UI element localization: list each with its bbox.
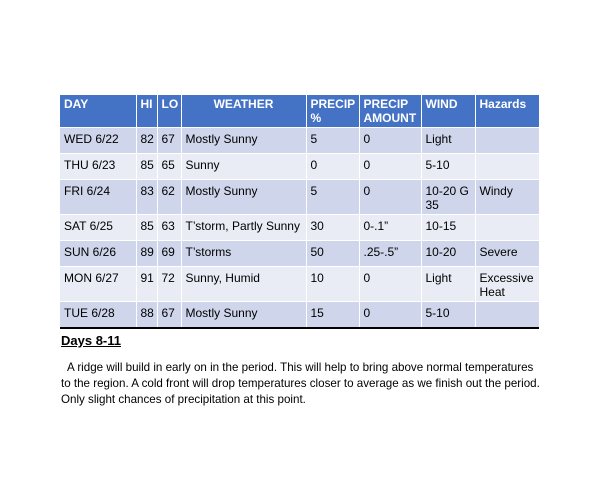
cell-hi: 85	[136, 215, 157, 241]
table-header-row	[60, 95, 539, 128]
cell-day: THU 6/23	[60, 154, 136, 180]
cell-weather: T’storm, Partly Sunny	[181, 215, 306, 241]
cell-hazards	[475, 215, 539, 241]
cell-lo: 65	[157, 154, 181, 180]
cell-hazards	[475, 302, 539, 328]
header-wind: WIND	[421, 95, 475, 128]
cell-wind: Light	[421, 128, 475, 154]
cell-wind: 5-10	[421, 302, 475, 328]
header-hi: HI	[136, 95, 157, 128]
cell-precip-pct: 15	[306, 302, 359, 328]
cell-lo: 63	[157, 215, 181, 241]
table-row	[60, 267, 539, 302]
header-day: DAY	[60, 95, 136, 128]
table-row	[60, 215, 539, 241]
cell-day: TUE 6/28	[60, 302, 136, 328]
cell-hi: 82	[136, 128, 157, 154]
cell-precip-amount: 0	[359, 128, 421, 154]
cell-lo: 72	[157, 267, 181, 302]
cell-hazards: Windy	[475, 180, 539, 215]
cell-precip-pct: 30	[306, 215, 359, 241]
cell-lo: 67	[157, 128, 181, 154]
cell-lo: 67	[157, 302, 181, 328]
cell-day: SAT 6/25	[60, 215, 136, 241]
cell-precip-pct: 10	[306, 267, 359, 302]
cell-hi: 91	[136, 267, 157, 302]
cell-hi: 83	[136, 180, 157, 215]
cell-precip-amount: 0	[359, 180, 421, 215]
cell-lo: 62	[157, 180, 181, 215]
table-row	[60, 154, 539, 180]
table-row	[60, 180, 539, 215]
cell-day: FRI 6/24	[60, 180, 136, 215]
table-row	[60, 241, 539, 267]
cell-wind: 5-10	[421, 154, 475, 180]
cell-hazards: Excessive Heat	[475, 267, 539, 302]
cell-precip-pct: 50	[306, 241, 359, 267]
header-hazards: Hazards	[475, 95, 539, 128]
cell-weather: Mostly Sunny	[181, 302, 306, 328]
cell-hazards: Severe	[475, 241, 539, 267]
cell-day: WED 6/22	[60, 128, 136, 154]
cell-precip-amount: 0	[359, 302, 421, 328]
cell-precip-pct: 5	[306, 180, 359, 215]
cell-weather: Sunny, Humid	[181, 267, 306, 302]
header-lo: LO	[157, 95, 181, 128]
section-heading: Days 8-11	[61, 333, 121, 348]
forecast-table	[60, 95, 539, 329]
cell-precip-pct: 5	[306, 128, 359, 154]
cell-lo: 69	[157, 241, 181, 267]
cell-hi: 85	[136, 154, 157, 180]
header-weather: WEATHER	[181, 95, 306, 128]
table-row	[60, 302, 539, 328]
cell-wind: Light	[421, 267, 475, 302]
cell-day: MON 6/27	[60, 267, 136, 302]
cell-wind: 10-15	[421, 215, 475, 241]
cell-precip-amount: .25-.5”	[359, 241, 421, 267]
cell-precip-pct: 0	[306, 154, 359, 180]
cell-hazards	[475, 128, 539, 154]
header-precip-pct: PRECIP %	[306, 95, 359, 128]
section-paragraph: A ridge will build in early on in the period. This will help to bring above normal temperatures to the region. A cold front will drop temperatures closer to average as we finish out the period. Only slight chances of precipitation at this point.	[61, 361, 540, 406]
cell-wind: 10-20	[421, 241, 475, 267]
header-precip-amount: PRECIP AMOUNT	[359, 95, 421, 128]
cell-hi: 88	[136, 302, 157, 328]
table-row	[60, 128, 539, 154]
cell-weather: T’storms	[181, 241, 306, 267]
cell-precip-amount: 0	[359, 154, 421, 180]
cell-day: SUN 6/26	[60, 241, 136, 267]
cell-precip-amount: 0	[359, 267, 421, 302]
cell-precip-amount: 0-.1”	[359, 215, 421, 241]
cell-weather: Sunny	[181, 154, 306, 180]
cell-hi: 89	[136, 241, 157, 267]
cell-hazards	[475, 154, 539, 180]
cell-weather: Mostly Sunny	[181, 128, 306, 154]
cell-wind: 10-20 G 35	[421, 180, 475, 215]
cell-weather: Mostly Sunny	[181, 180, 306, 215]
